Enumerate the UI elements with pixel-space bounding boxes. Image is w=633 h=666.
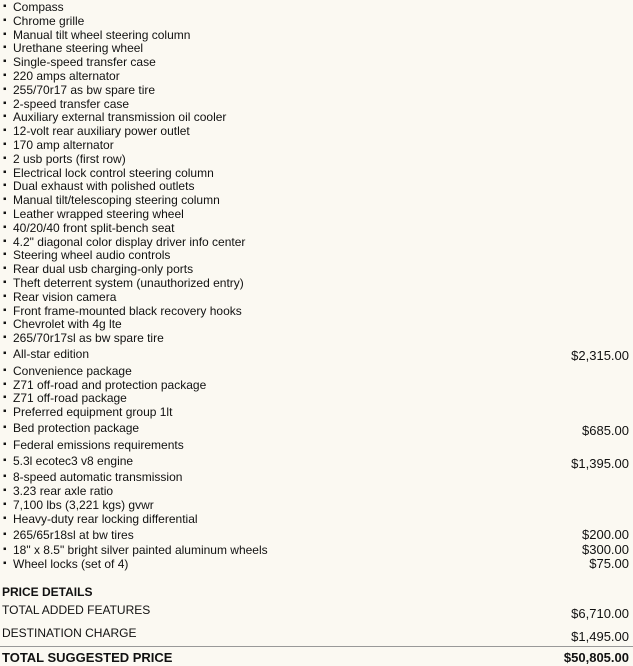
bullet-icon: ▪ — [3, 97, 7, 109]
feature-label: Electrical lock control steering column — [13, 165, 214, 180]
feature-row — [0, 55, 633, 69]
bullet-icon: ▪ — [3, 221, 7, 233]
feature-row — [0, 110, 633, 124]
total-added-features-value: $6,710.00 — [571, 606, 629, 621]
bullet-icon: ▪ — [3, 318, 7, 330]
feature-label: Bed protection package — [13, 421, 140, 435]
bullet-icon: ▪ — [3, 208, 7, 219]
bullet-icon: ▪ — [3, 263, 7, 275]
feature-row — [0, 28, 633, 42]
feature-label: Convenience package — [13, 363, 132, 378]
price-details-heading: PRICE DETAILS — [2, 585, 93, 599]
feature-label: Auxiliary external transmission oil cooler — [13, 110, 227, 125]
feature-row — [0, 304, 633, 318]
feature-row — [0, 14, 633, 28]
feature-label: 2-speed transfer case — [13, 96, 130, 111]
bullet-icon: ▪ — [3, 139, 7, 150]
feature-label: 265/70r17sl as bw spare tire — [13, 331, 164, 346]
bullet-icon: ▪ — [3, 277, 7, 288]
bullet-icon: ▪ — [3, 194, 7, 206]
feature-row — [0, 453, 633, 471]
feature-label: Dual exhaust with polished outlets — [13, 179, 195, 194]
feature-label: All-star edition — [13, 347, 90, 361]
feature-price: $2,315.00 — [571, 348, 629, 363]
bullet-icon: ▪ — [3, 438, 7, 450]
feature-price: $685.00 — [582, 423, 629, 438]
destination-charge-value: $1,495.00 — [571, 629, 629, 644]
feature-row — [0, 290, 633, 304]
feature-row — [0, 207, 633, 221]
bullet-icon: ▪ — [3, 290, 7, 302]
feature-row — [0, 512, 633, 526]
bullet-icon: ▪ — [3, 422, 7, 433]
feature-row — [0, 166, 633, 180]
feature-label: Compass — [13, 0, 64, 14]
bullet-icon: ▪ — [3, 512, 7, 524]
feature-label: 18" x 8.5" bright silver painted aluminum wheels — [13, 543, 268, 558]
total-suggested-price-value: $50,805.00 — [563, 650, 629, 665]
feature-label: Manual tilt wheel steering column — [13, 27, 191, 42]
feature-row — [0, 331, 633, 345]
feature-label: Chrome grille — [13, 13, 85, 28]
feature-label: Rear vision camera — [13, 289, 117, 304]
feature-label: 265/65r18sl at bw tires — [13, 527, 134, 542]
feature-row — [0, 543, 633, 557]
bullet-icon: ▪ — [3, 485, 7, 497]
feature-label: 8-speed automatic transmission — [13, 470, 183, 485]
feature-label: Heavy-duty rear locking differential — [13, 511, 198, 526]
feature-label: 12-volt rear auxiliary power outlet — [13, 124, 190, 139]
bullet-icon: ▪ — [3, 152, 7, 164]
feature-label: 5.3l ecotec3 v8 engine — [13, 453, 134, 468]
feature-row — [0, 248, 633, 262]
feature-row — [0, 378, 633, 392]
bullet-icon: ▪ — [3, 332, 7, 344]
bullet-icon: ▪ — [3, 378, 7, 390]
feature-label: Z71 off-road and protection package — [13, 377, 207, 392]
feature-label: Federal emissions requirements — [13, 437, 184, 452]
feature-row — [0, 484, 633, 498]
feature-label: Single-speed transfer case — [13, 55, 156, 70]
feature-label: 3.23 rear axle ratio — [13, 484, 114, 499]
bullet-icon: ▪ — [3, 304, 7, 316]
feature-price: $1,395.00 — [571, 455, 629, 471]
feature-label: 4.2" diagonal color display driver info center — [13, 234, 246, 249]
feature-label: Theft deterrent system (unauthorized entry) — [13, 276, 244, 290]
feature-row — [0, 97, 633, 111]
feature-row — [0, 470, 633, 484]
feature-label: 220 amps alternator — [13, 69, 120, 83]
feature-row — [0, 317, 633, 331]
bullet-icon: ▪ — [3, 125, 7, 137]
bullet-icon: ▪ — [3, 406, 7, 418]
feature-label: 7,100 lbs (3,221 kgs) gvwr — [13, 498, 154, 512]
total-suggested-price-label: TOTAL SUGGESTED PRICE — [2, 650, 173, 665]
bullet-icon: ▪ — [3, 28, 7, 40]
feature-row — [0, 179, 633, 193]
feature-row — [0, 405, 633, 419]
feature-row — [0, 347, 633, 361]
feature-label: 40/20/40 front split-bench seat — [13, 220, 175, 235]
feature-row — [0, 421, 633, 438]
feature-row — [0, 235, 633, 249]
feature-label: Preferred equipment group 1lt — [13, 405, 173, 420]
bullet-icon: ▪ — [3, 111, 7, 123]
bullet-icon: ▪ — [3, 83, 7, 95]
feature-price: $200.00 — [582, 526, 629, 542]
bullet-icon: ▪ — [3, 1, 7, 12]
feature-label: Z71 off-road package — [13, 391, 127, 406]
feature-label: Chevrolet with 4g lte — [13, 317, 122, 332]
feature-label: 170 amp alternator — [13, 138, 114, 152]
bullet-icon: ▪ — [3, 558, 7, 570]
bullet-icon: ▪ — [3, 70, 7, 81]
bullet-icon: ▪ — [3, 499, 7, 510]
feature-row — [0, 557, 633, 571]
destination-charge-label: DESTINATION CHARGE — [2, 626, 137, 640]
feature-label: Rear dual usb charging-only ports — [13, 262, 194, 277]
feature-row — [0, 124, 633, 138]
feature-price: $300.00 — [582, 542, 629, 558]
feature-label: Manual tilt/telescoping steering column — [13, 193, 220, 208]
bullet-icon: ▪ — [3, 392, 7, 404]
bullet-icon: ▪ — [3, 471, 7, 483]
feature-row — [0, 391, 633, 405]
feature-row — [0, 152, 633, 166]
feature-price: $75.00 — [589, 556, 629, 572]
feature-row — [0, 262, 633, 276]
feature-row — [0, 41, 633, 55]
bullet-icon: ▪ — [3, 180, 7, 192]
feature-label: Steering wheel audio controls — [13, 248, 171, 263]
feature-row — [0, 138, 633, 152]
bullet-icon: ▪ — [3, 56, 7, 68]
bullet-icon: ▪ — [3, 235, 7, 247]
feature-label: Wheel locks (set of 4) — [13, 557, 129, 572]
divider — [0, 646, 633, 647]
feature-row — [0, 221, 633, 235]
feature-row — [0, 193, 633, 207]
bullet-icon: ▪ — [3, 454, 7, 466]
bullet-icon: ▪ — [3, 42, 7, 54]
total-added-features-label: TOTAL ADDED FEATURES — [2, 603, 151, 617]
bullet-icon: ▪ — [3, 166, 7, 178]
bullet-icon: ▪ — [3, 348, 7, 359]
bullet-icon: ▪ — [3, 249, 7, 261]
feature-row — [0, 83, 633, 97]
feature-label: 2 usb ports (first row) — [13, 151, 126, 166]
feature-label: Leather wrapped steering wheel — [13, 207, 184, 221]
bullet-icon: ▪ — [3, 528, 7, 540]
bullet-icon: ▪ — [3, 14, 7, 26]
feature-row — [0, 498, 633, 512]
feature-row — [0, 69, 633, 83]
feature-row — [0, 438, 633, 452]
feature-row — [0, 528, 633, 542]
feature-label: 255/70r17 as bw spare tire — [13, 82, 156, 97]
feature-row — [0, 0, 633, 14]
feature-label: Urethane steering wheel — [13, 41, 144, 56]
feature-label: Front frame-mounted black recovery hooks — [13, 303, 242, 318]
feature-row — [0, 364, 633, 378]
bullet-icon: ▪ — [3, 364, 7, 376]
feature-row — [0, 276, 633, 290]
bullet-icon: ▪ — [3, 544, 7, 556]
